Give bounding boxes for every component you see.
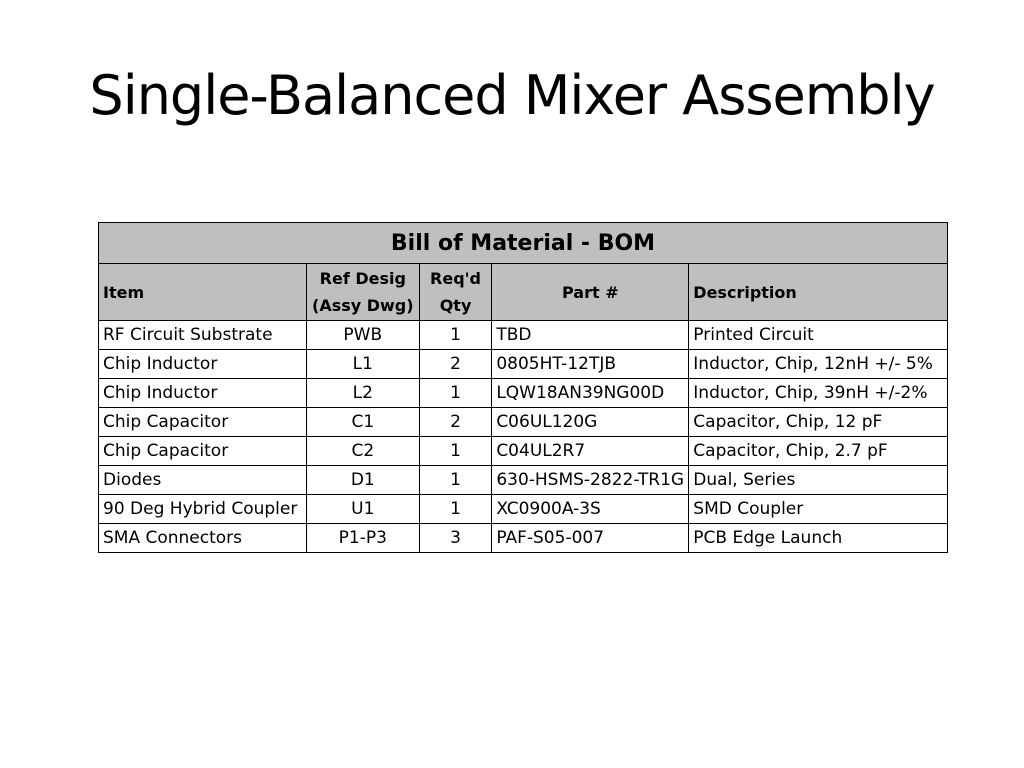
cell-item: Chip Capacitor [99, 437, 307, 466]
cell-ref: D1 [306, 466, 419, 495]
cell-ref: C2 [306, 437, 419, 466]
cell-qty: 2 [419, 408, 492, 437]
cell-part: TBD [492, 321, 689, 350]
header-ref-line2: (Assy Dwg) [312, 296, 414, 315]
header-description: Description [689, 264, 948, 321]
cell-qty: 1 [419, 466, 492, 495]
header-qty-line1: Req'd [430, 269, 482, 288]
table-row [99, 495, 948, 524]
header-qty-line2: Qty [439, 296, 472, 315]
cell-description: Printed Circuit [689, 321, 948, 350]
cell-part: LQW18AN39NG00D [492, 379, 689, 408]
cell-ref: PWB [306, 321, 419, 350]
cell-description: Inductor, Chip, 39nH +/-2% [689, 379, 948, 408]
cell-description: Capacitor, Chip, 2.7 pF [689, 437, 948, 466]
cell-part: XC0900A-3S [492, 495, 689, 524]
table-row [99, 524, 948, 553]
cell-qty: 1 [419, 495, 492, 524]
cell-item: Chip Inductor [99, 350, 307, 379]
cell-description: SMD Coupler [689, 495, 948, 524]
cell-qty: 2 [419, 350, 492, 379]
cell-qty: 1 [419, 379, 492, 408]
cell-item: Diodes [99, 466, 307, 495]
cell-qty: 3 [419, 524, 492, 553]
table-row [99, 350, 948, 379]
table-row [99, 466, 948, 495]
bom-caption: Bill of Material - BOM [99, 223, 948, 264]
bom-header-row [99, 264, 948, 321]
slide-title: Single-Balanced Mixer Assembly [89, 64, 935, 127]
cell-part: C04UL2R7 [492, 437, 689, 466]
cell-qty: 1 [419, 437, 492, 466]
table-row [99, 379, 948, 408]
cell-description: Dual, Series [689, 466, 948, 495]
table-row [99, 408, 948, 437]
cell-ref: C1 [306, 408, 419, 437]
cell-qty: 1 [419, 321, 492, 350]
cell-item: RF Circuit Substrate [99, 321, 307, 350]
header-ref-desig [306, 264, 419, 321]
cell-part: PAF-S05-007 [492, 524, 689, 553]
header-qty [419, 264, 492, 321]
cell-description: PCB Edge Launch [689, 524, 948, 553]
cell-part: C06UL120G [492, 408, 689, 437]
header-part: Part # [492, 264, 689, 321]
table-row [99, 321, 948, 350]
cell-item: Chip Capacitor [99, 408, 307, 437]
cell-ref: U1 [306, 495, 419, 524]
cell-ref: L2 [306, 379, 419, 408]
header-item: Item [99, 264, 307, 321]
cell-item: Chip Inductor [99, 379, 307, 408]
cell-item: 90 Deg Hybrid Coupler [99, 495, 307, 524]
cell-part: 0805HT-12TJB [492, 350, 689, 379]
cell-ref: P1-P3 [306, 524, 419, 553]
bom-caption-row [99, 223, 948, 264]
table-row [99, 437, 948, 466]
cell-part: 630-HSMS-2822-TR1G [492, 466, 689, 495]
cell-ref: L1 [306, 350, 419, 379]
cell-description: Inductor, Chip, 12nH +/- 5% [689, 350, 948, 379]
cell-description: Capacitor, Chip, 12 pF [689, 408, 948, 437]
header-ref-line1: Ref Desig [319, 269, 406, 288]
cell-item: SMA Connectors [99, 524, 307, 553]
bom-table [98, 222, 948, 553]
